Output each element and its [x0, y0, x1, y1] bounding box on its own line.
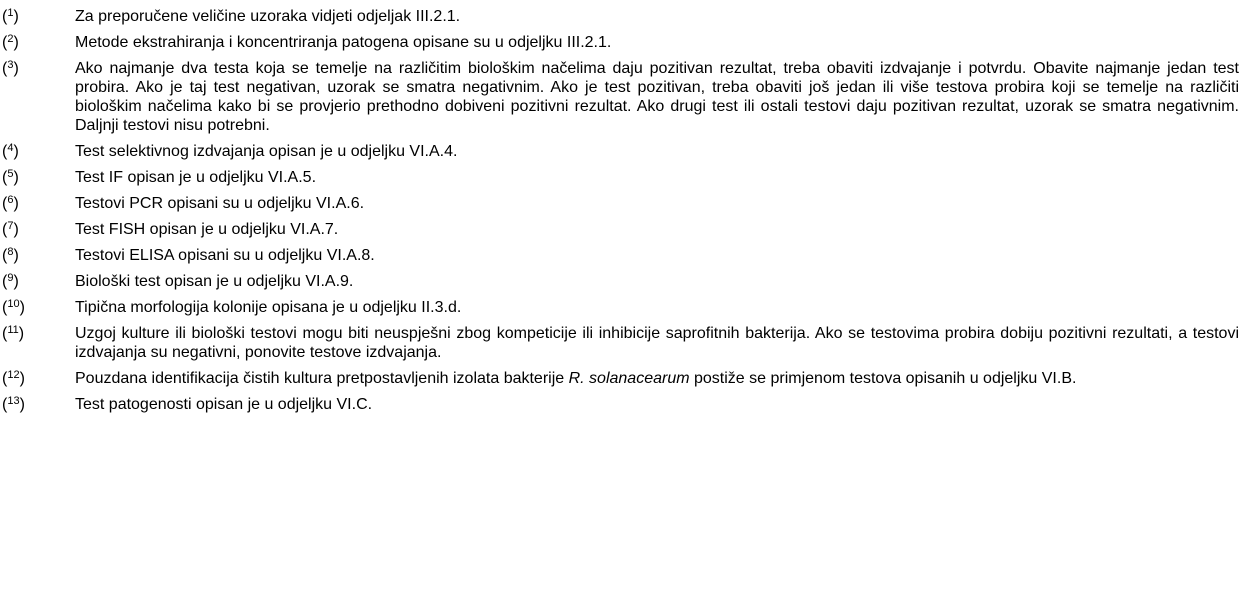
- footnote-number: ($^4$): [2, 142, 19, 160]
- footnote-text-end: postiže se primjenom testova opisanih u odjeljku VI.B.: [689, 370, 1077, 387]
- footnote-9: [0, 272, 1244, 291]
- footnote-number: ($^9$): [2, 272, 19, 290]
- footnote-1: [0, 7, 1244, 26]
- footnote-text-start: Pouzdana identifikacija čistih kultura pretpostavljenih izolata bakterije: [75, 370, 569, 387]
- footnote-text: Uzgoj kulture ili biološki testovi mogu biti neuspješni zbog kompeticije ili inhibicije saprofitnih bakterija. Ako se testovima probira dobiju pozitivni rezultati, a testovi izdvajanja su negativni, ponovite testove izdvajanja.: [75, 325, 1239, 361]
- footnote-number: ($^{13}$): [2, 395, 25, 413]
- footnote-text: Metode ekstrahiranja i koncentriranja patogena opisane su u odjeljku III.2.1.: [75, 34, 612, 51]
- footnote-10: [0, 298, 1244, 317]
- footnote-number: ($^{11}$): [2, 324, 25, 342]
- footnote-number: ($^2$): [2, 33, 19, 51]
- footnote-number: ($^6$): [2, 194, 19, 212]
- footnote-number: ($^7$): [2, 220, 19, 238]
- footnote-text: Test selektivnog izdvajanja opisan je u odjeljku VI.A.4.: [75, 143, 458, 160]
- footnote-number: ($^{10}$): [2, 298, 25, 316]
- species-name: R. solanacearum: [568, 370, 690, 387]
- footnote-2: [0, 33, 1244, 52]
- footnote-text: Test IF opisan je u odjeljku VI.A.5.: [75, 169, 317, 186]
- footnote-12: [0, 369, 1244, 388]
- footnote-13: [0, 395, 1244, 414]
- footnote-number: ($^{12}$): [2, 369, 25, 387]
- footnote-text: Testovi PCR opisani su u odjeljku VI.A.6.: [75, 195, 365, 212]
- footnote-4: [0, 142, 1244, 161]
- footnote-number: ($^1$): [2, 7, 19, 25]
- footnote-8: [0, 246, 1244, 265]
- footnote-3: [0, 59, 1244, 135]
- footnote-text: [75, 369, 1239, 388]
- footnote-number: ($^5$): [2, 168, 19, 186]
- footnote-text: Test patogenosti opisan je u odjeljku VI.C.: [75, 396, 373, 413]
- footnote-text: Ako najmanje dva testa koja se temelje na različitim biološkim načelima daju pozitivan rezultat, treba obaviti izdvajanje i potvrdu. Obavite najmanje jedan test probira. Ako je taj test negativan, uzorak se smatra negativnim. Ako je test pozitivan, treba obaviti još jedan ili više testova probira koji se temelje na različiti biološkim načelima kako bi se provjerio prethodno dobiveni pozitivni rezultat. Ako drugi test ili ostali testovi daju pozitivan rezultat, uzorak se smatra negativnim. Daljnji testovi nisu potrebni.: [75, 60, 1239, 134]
- footnote-text: Biološki test opisan je u odjeljku VI.A.9.: [75, 273, 354, 290]
- footnote-text: Tipična morfologija kolonije opisana je u odjeljku II.3.d.: [75, 299, 462, 316]
- footnote-text: Za preporučene veličine uzoraka vidjeti odjeljak III.2.1.: [75, 8, 461, 25]
- footnote-11: [0, 324, 1244, 362]
- footnote-5: [0, 168, 1244, 187]
- footnote-7: [0, 220, 1244, 239]
- footnote-number: ($^3$): [2, 59, 19, 77]
- footnote-6: [0, 194, 1244, 213]
- footnote-text: Testovi ELISA opisani su u odjeljku VI.A.8.: [75, 247, 375, 264]
- footnote-number: ($^8$): [2, 246, 19, 264]
- footnote-text: Test FISH opisan je u odjeljku VI.A.7.: [75, 221, 339, 238]
